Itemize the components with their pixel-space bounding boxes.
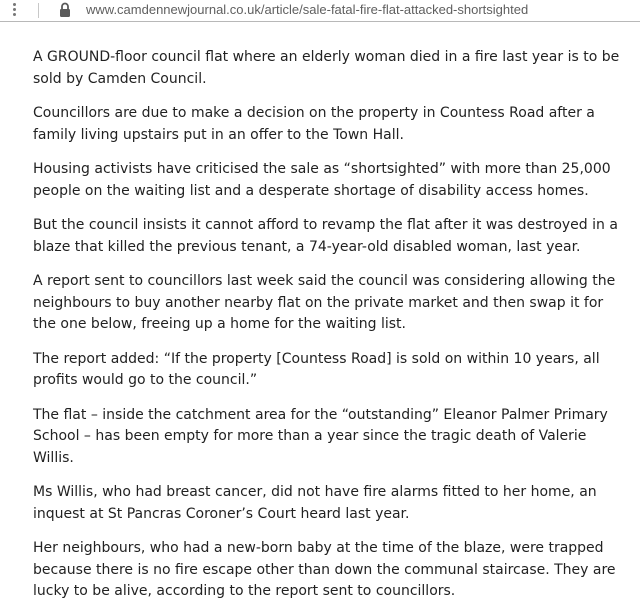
address-bar[interactable] — [0, 0, 640, 22]
article-paragraph: A GROUND-floor council flat where an elderly woman died in a fire last year is to be sold by Camden Council. — [33, 49, 620, 87]
article-paragraph: Councillors are due to make a decision on the property in Countess Road after a family living upstairs put in an offer to the Town Hall. — [33, 105, 595, 143]
article-paragraph: But the council insists it cannot afford to revamp the flat after it was destroyed in a blaze that killed the previous tenant, a 74-year-old disabled woman, last year. — [33, 217, 618, 255]
article-paragraph: Housing activists have criticised the sale as “shortsighted” with more than 25,000 people on the waiting list and a desperate shortage of disability access homes. — [33, 161, 611, 199]
dot — [13, 13, 16, 16]
dot — [13, 3, 16, 6]
dot — [13, 8, 16, 11]
article-paragraph: A report sent to councillors last week said the council was considering allowing the neighbours to buy another nearby flat on the private market and then swap it for the one below, freeing up a home for the waiting list. — [33, 273, 616, 332]
address-bar-divider — [38, 3, 39, 18]
article-paragraph: The flat – inside the catchment area for the “outstanding” Eleanor Palmer Primary School – has been empty for more than a year since the tragic death of Valerie Willis. — [33, 406, 608, 466]
article-body — [33, 47, 623, 616]
article-paragraph: The report added: “If the property [Countess Road] is sold on within 10 years, all profits would go to the council.” — [33, 350, 600, 388]
lock-icon[interactable] — [59, 2, 71, 18]
article-paragraph: Her neighbours, who had a new-born baby at the time of the blaze, were trapped because there is no fire escape other than down the communal staircase. They are lucky to be alive, according to the report sent to councillors. — [33, 540, 616, 599]
url-text[interactable]: www.camdennewjournal.co.uk/article/sale-fatal-fire-flat-attacked-shortsighted — [86, 2, 529, 17]
article-paragraph: Ms Willis, who had breast cancer, did not have fire alarms fitted to her home, an inquest at St Pancras Coroner’s Court heard last year. — [33, 484, 597, 522]
vertical-dots-icon[interactable] — [13, 3, 16, 16]
